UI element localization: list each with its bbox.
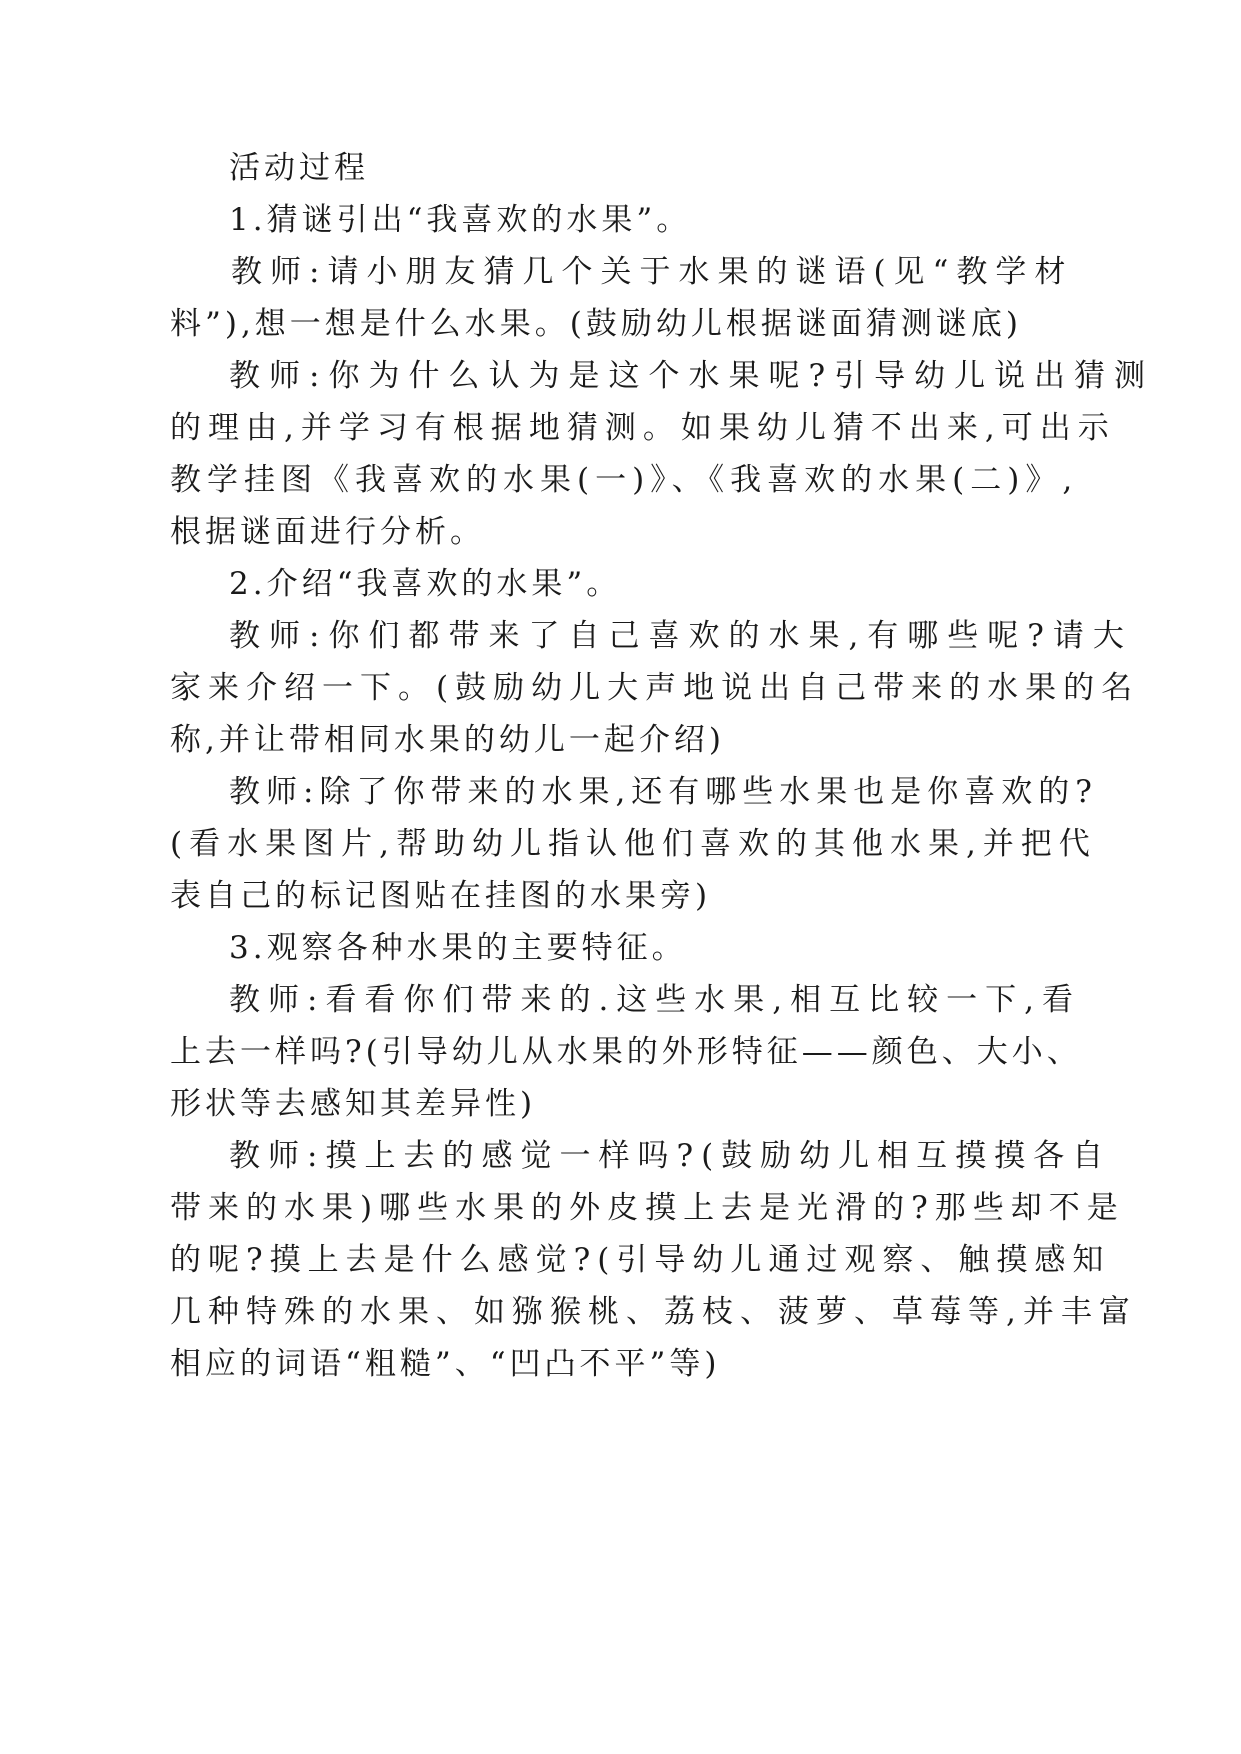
step-heading-2: 2.介绍“我喜欢的水果”。 [229,566,622,602]
paragraph-line: 带来的水果)哪些水果的外皮摸上去是光滑的?那些却不是 [170,1190,1125,1226]
paragraph-line: 几种特殊的水果、如猕猴桃、荔枝、菠萝、草莓等,并丰富 [170,1294,1137,1330]
section-heading: 活动过程 [229,150,369,186]
paragraph-line: 表自己的标记图贴在挂图的水果旁) [170,878,712,914]
step-heading-3: 3.观察各种水果的主要特征。 [229,930,687,966]
paragraph-line: 教师:你为什么认为是这个水果呢?引导幼儿说出猜测 [229,358,1155,394]
paragraph-line: 教师:请小朋友猜几个关于水果的谜语(见“教学材 [231,254,1074,290]
paragraph-line: 教师:你们都带来了自己喜欢的水果,有哪些呢?请大 [229,618,1133,654]
step-heading-1: 1.猜谜引出“我喜欢的水果”。 [229,202,692,238]
paragraph-line: 教师:看看你们带来的.这些水果,相互比较一下,看 [229,982,1082,1018]
paragraph-line: 教学挂图《我喜欢的水果(一)》、《我喜欢的水果(二)》, [170,462,1079,498]
paragraph-line: 的呢?摸上去是什么感觉?(引导幼儿通过观察、触摸感知 [170,1242,1111,1278]
paragraph-line: 料”),想一想是什么水果。(鼓励幼儿根据谜面猜测谜底) [170,306,1022,342]
paragraph-line: 上去一样吗?(引导幼儿从水果的外形特征——颜色、大小、 [170,1034,1082,1070]
paragraph-line: (看水果图片,帮助幼儿指认他们喜欢的其他水果,并把代 [170,826,1097,862]
paragraph-line: 教师:摸上去的感觉一样吗?(鼓励幼儿相互摸摸各自 [229,1138,1112,1174]
paragraph-line: 的理由,并学习有根据地猜测。如果幼儿猜不出来,可出示 [170,410,1116,446]
paragraph-line: 相应的词语“粗糙”、“凹凸不平”等) [170,1346,721,1382]
paragraph-line: 称,并让带相同水果的幼儿一起介绍) [170,722,725,758]
paragraph-line: 家来介绍一下。(鼓励幼儿大声地说出自己带来的水果的名 [170,670,1140,706]
paragraph-line: 教师:除了你带来的水果,还有哪些水果也是你喜欢的? [229,774,1098,810]
paragraph-line: 根据谜面进行分析。 [170,514,485,550]
paragraph-line: 形状等去感知其差异性) [170,1086,537,1122]
